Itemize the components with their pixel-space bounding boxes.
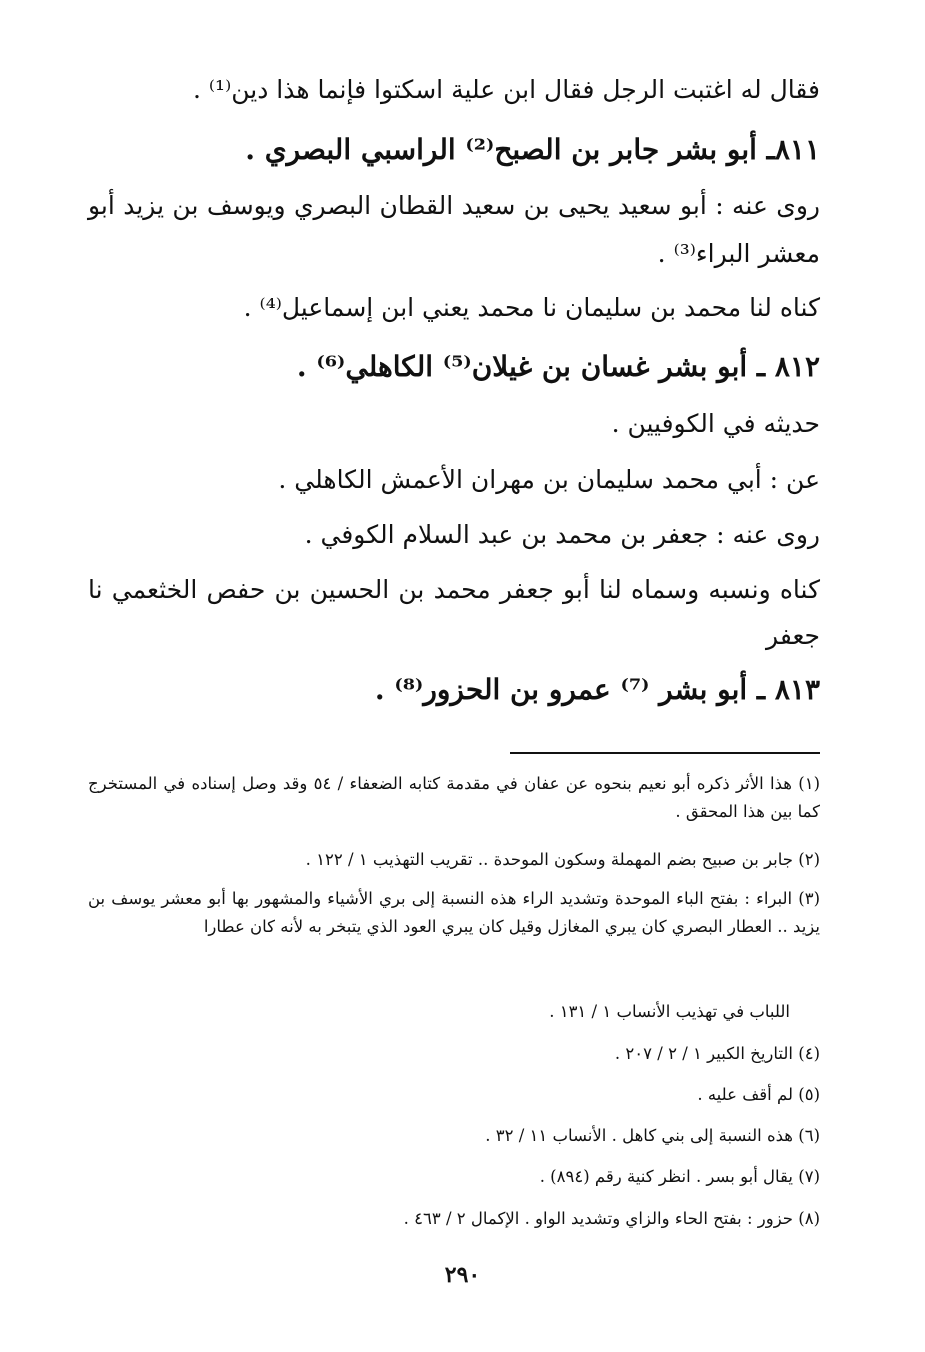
entry-812-from: عن : أبي محمد سليمان بن مهران الأعمش الكاهلي .: [278, 465, 820, 494]
footnote-7: (٧) يقال أبو بسر . انظر كنية رقم (٨٩٤) .: [539, 1167, 820, 1186]
entry-811-heading: ٨١١ـ أبو بشر جابر بن الصبح⁽²⁾ الراسبي البصري .: [245, 133, 820, 166]
entry-812-kunya: كناه ونسبه وسماه لنا أبو جعفر محمد بن الحسين بن حفص الخثعمي نا: [88, 575, 820, 604]
footnote-3-source: اللباب في تهذيب الأنساب ١ / ١٣١ .: [549, 1002, 790, 1021]
entry-811-narrators-cont: معشر البراء⁽³⁾ .: [657, 239, 820, 268]
entry-813-heading: ٨١٣ ـ أبو بشر ⁽⁷⁾ عمرو بن الحزور⁽⁸⁾ .: [374, 673, 820, 706]
footnote-4: (٤) التاريخ الكبير ١ / ٢ / ٢٠٧ .: [614, 1044, 820, 1063]
body-line-1: فقال له اغتبت الرجل فقال ابن علية اسكتوا فإنما هذا دين⁽¹⁾ .: [192, 75, 820, 104]
footnote-1: (١) هذا الأثر ذكره أبو نعيم بنحوه عن عفان في مقدمة كتابه الضعفاء / ٥٤ وقد وصل إسناده في المستخرج كما بين هذا المحقق .: [88, 774, 820, 821]
entry-811-narrators: روى عنه : أبو سعيد يحيى بن سعيد القطان البصري ويوسف بن يزيد أبو: [88, 191, 820, 220]
entry-811-kunya: كناه لنا محمد بن سليمان نا محمد يعني ابن إسماعيل⁽⁴⁾ .: [243, 293, 820, 322]
footnote-separator: [510, 752, 820, 754]
footnote-8: (٨) حزور : بفتح الحاء والزاي وتشديد الواو . الإكمال ٢ / ٤٦٣ .: [403, 1209, 820, 1228]
footnote-2: (٢) جابر بن صبيح بضم المهملة وسكون الموحدة .. تقريب التهذيب ١ / ١٢٢ .: [305, 850, 820, 869]
entry-812-heading: ٨١٢ ـ أبو بشر غسان بن غيلان⁽⁵⁾ الكاهلي⁽⁶⁾ .: [296, 350, 820, 383]
page-number: ٢٩٠: [444, 1262, 481, 1288]
footnote-5: (٥) لم أقف عليه .: [697, 1085, 820, 1104]
footnote-6: (٦) هذه النسبة إلى بني كاهل . الأنساب ١١ / ٣٢ .: [485, 1126, 820, 1145]
entry-812-kunya-cont: جعفر: [766, 621, 820, 650]
footnote-3: (٣) البراء : بفتح الباء الموحدة وتشديد الراء هذه النسبة إلى بري الأشياء والمشهور بها أبو معشر يوسف بن يزيد .. العطار البصري كان يبري المغازل وقيل كان يبري العود الذي يتبخر به لأنه كان عطارا: [88, 889, 820, 936]
entry-812-hadith: حديثه في الكوفيين .: [611, 409, 820, 438]
entry-812-narrators: روى عنه : جعفر بن محمد بن عبد السلام الكوفي .: [304, 520, 820, 549]
